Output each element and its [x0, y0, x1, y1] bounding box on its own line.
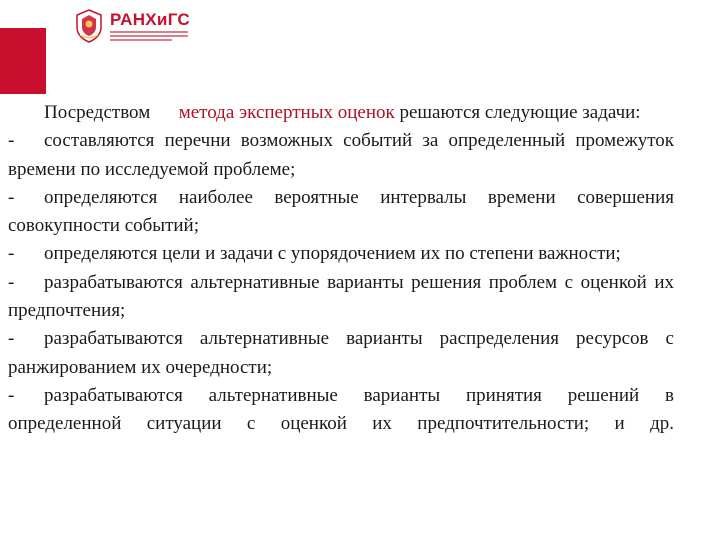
list-item-text: разрабатываются альтернативные варианты распределения ресурсов с ранжированием их очередности;	[8, 328, 674, 378]
logo-name: РАНХиГС	[110, 10, 190, 29]
red-accent-bar	[0, 28, 46, 94]
list-dash: -	[8, 271, 15, 293]
intro-paragraph	[8, 99, 674, 127]
list-item-text: составляются перечни возможных событий за определенный промежуток времени по исследуемой проблеме;	[8, 130, 674, 180]
list-item	[8, 325, 674, 382]
list-item-text: разрабатываются альтернативные варианты решения проблем с оценкой их предпочтения;	[8, 271, 674, 322]
list-item-text: определяются наиболее вероятные интервалы времени совершения совокупности событий;	[8, 186, 674, 237]
list-item	[8, 127, 674, 184]
list-dash: -	[8, 328, 15, 350]
list-dash: -	[8, 243, 15, 265]
ranepa-emblem-icon	[74, 9, 104, 43]
list-item	[8, 269, 674, 326]
list-item-text: разрабатываются альтернативные варианты принятия решений в определенной ситуации с оценкой их предпочтительности; и др.	[8, 384, 674, 435]
intro-before: Посредством	[44, 102, 151, 123]
list-item	[8, 240, 674, 268]
list-item	[8, 382, 674, 439]
intro-after: решаются следующие задачи:	[399, 102, 641, 123]
document-body	[8, 99, 674, 439]
logo-subtitle-lines	[110, 31, 190, 41]
intro-highlight: метода экспертных оценок	[178, 102, 395, 123]
list-item	[8, 184, 674, 241]
list-item-text: определяются цели и задачи с упорядочением их по степени важности;	[44, 243, 621, 265]
list-dash: -	[8, 186, 15, 208]
logo	[74, 8, 190, 44]
list-dash: -	[8, 384, 15, 406]
list-dash: -	[8, 130, 15, 152]
